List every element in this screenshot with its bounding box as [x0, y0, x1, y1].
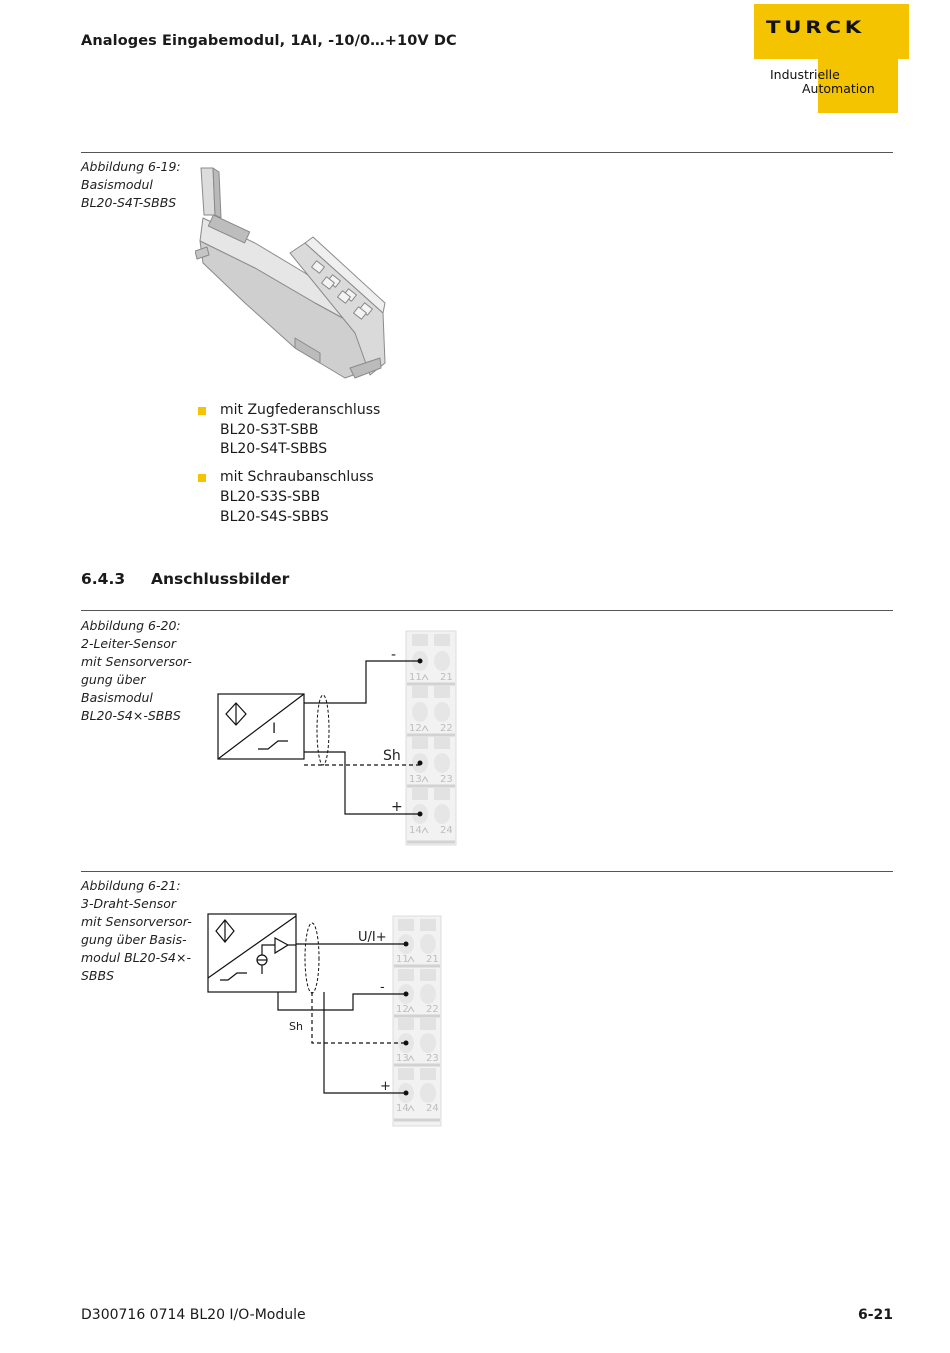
caption-line: Abbildung 6-19:	[81, 159, 181, 174]
caption-line: 3-Draht-Sensor	[81, 896, 177, 911]
base-module-illustration	[195, 163, 395, 388]
page-header-title: Analoges Eingabemodul, 1AI, -10/0…+10V DC	[81, 33, 457, 49]
figure-19-caption	[81, 158, 201, 212]
terminal-number: 23	[440, 774, 453, 785]
section-heading	[81, 570, 289, 588]
plus-label: +	[380, 1079, 391, 1094]
bullet-subitem: BL20-S4S-SBBS	[220, 508, 329, 525]
caption-line: gung über Basis-	[81, 932, 187, 947]
section-title: Anschlussbilder	[151, 570, 290, 588]
section-divider	[81, 152, 893, 153]
caption-line: Abbildung 6-20:	[81, 618, 181, 633]
figure-20-caption	[81, 617, 201, 725]
logo-subtitle-line2: Automation	[802, 81, 875, 96]
terminal-number: 21	[440, 672, 453, 683]
terminal-number: 13	[409, 774, 422, 785]
bullet-title: mit Schraubanschluss	[220, 469, 374, 486]
section-divider	[81, 871, 893, 872]
bullet-subitem: BL20-S3T-SBB	[220, 421, 319, 438]
bullet-subitem: BL20-S3S-SBB	[220, 488, 321, 505]
caption-line: BL20-S4T-SBBS	[81, 195, 177, 210]
caption-line: Abbildung 6-21:	[81, 878, 181, 893]
minus-label: -	[391, 647, 397, 663]
terminal-number: 14	[409, 825, 422, 836]
plus-label: +	[391, 799, 403, 815]
wires	[278, 944, 406, 1093]
terminal-number: 22	[426, 1004, 439, 1015]
bullet-subitem: BL20-S4T-SBBS	[220, 441, 328, 458]
caption-line: 2-Leiter-Sensor	[81, 636, 176, 651]
figure-21-caption	[81, 877, 201, 985]
terminal-block	[393, 916, 441, 1126]
caption-line: mit Sensorversor-	[81, 654, 192, 669]
sensor-symbol	[218, 694, 304, 759]
bullet-list	[198, 401, 380, 535]
logo-subtitle-line1: Industrielle	[770, 67, 840, 82]
terminal-number: 11	[409, 672, 422, 683]
caption-line: modul BL20-S4×-	[81, 950, 191, 965]
caption-line: BL20-S4×-SBBS	[81, 708, 181, 723]
terminal-number: 24	[426, 1103, 439, 1114]
terminal-block	[406, 631, 456, 845]
logo-brand: TURCK	[766, 18, 865, 38]
terminal-number: 12	[409, 723, 422, 734]
terminal-number: 21	[426, 954, 439, 965]
terminal-number: 14	[396, 1103, 409, 1114]
terminal-number: 23	[426, 1053, 439, 1064]
caption-line: Basismodul	[81, 177, 153, 192]
wiring-diagram-2-wire	[210, 628, 470, 850]
minus-label: -	[380, 980, 385, 995]
sensor-symbol	[208, 914, 296, 992]
bullet-title: mit Zugfederanschluss	[220, 402, 381, 418]
section-number: 6.4.3	[81, 570, 126, 588]
terminal-number: 24	[440, 825, 453, 836]
shield-label: Sh	[383, 748, 401, 764]
cable-shield	[305, 923, 319, 993]
terminal-number: 22	[440, 723, 453, 734]
footer-doc-reference: D300716 0714 BL20 I/O-Module	[81, 1307, 306, 1323]
page-number: 6-21	[858, 1307, 894, 1323]
shield-label: Sh	[289, 1020, 303, 1033]
bullet-item	[198, 401, 380, 460]
caption-line: Basismodul	[81, 690, 153, 705]
wires	[304, 661, 420, 814]
section-divider	[81, 610, 893, 611]
bullet-marker	[198, 474, 206, 482]
shield-wire	[312, 992, 406, 1043]
caption-line: SBBS	[81, 968, 115, 983]
signal-label: U/I+	[358, 930, 387, 945]
terminal-number: 12	[396, 1004, 409, 1015]
bullet-item	[198, 468, 380, 527]
wiring-diagram-3-wire	[200, 908, 460, 1130]
cable-shield	[317, 695, 329, 765]
terminal-number: 11	[396, 954, 409, 965]
caption-line: mit Sensorversor-	[81, 914, 192, 929]
caption-line: gung über	[81, 672, 146, 687]
current-label: I	[272, 721, 277, 737]
bullet-marker	[198, 407, 206, 415]
terminal-number: 13	[396, 1053, 409, 1064]
